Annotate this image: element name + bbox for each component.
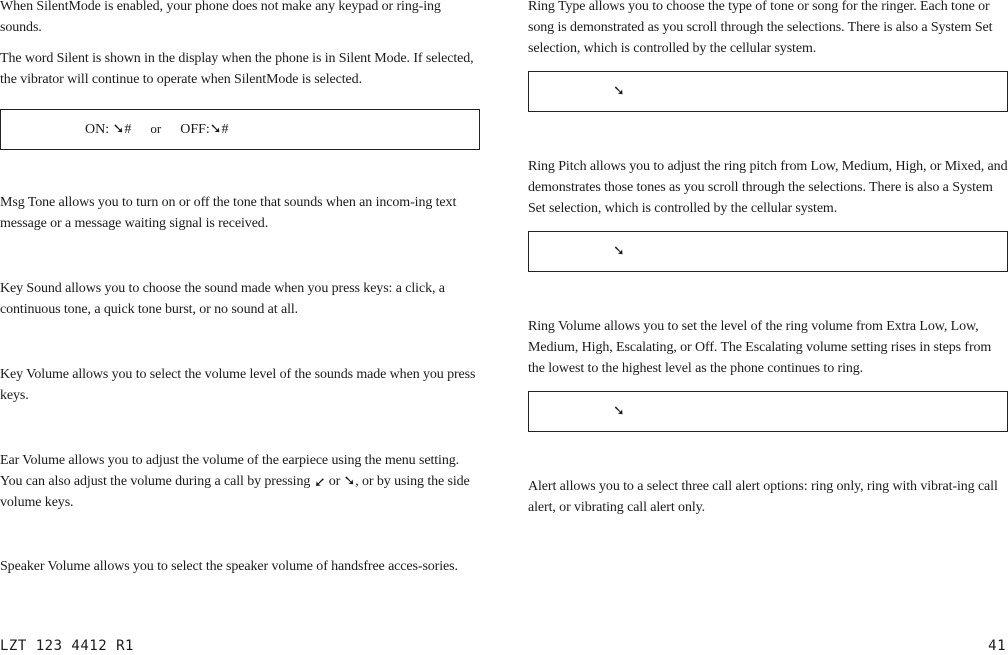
- document-id: LZT 123 4412 R1: [0, 638, 134, 654]
- ear-volume-paragraph: [0, 450, 480, 513]
- ear-volume-or: or: [325, 474, 344, 489]
- ear-volume-text-a: Ear Volume allows you to adjust the volume of the earpiece using the menu setting. You can also adjust the volume during a call by pressing: [0, 453, 460, 489]
- ring-volume-paragraph: Ring Volume allows you to set the level of the ring volume from Extra Low, Low, Medium, High, Escalating, or Off. The Escalating volume setting rises in steps from the lowest to the highest level as the phone continues to ring.: [528, 319, 992, 376]
- up-left-arrow-icon: ➚: [313, 474, 326, 490]
- ring-type-shortcut-box: [528, 71, 1008, 112]
- ring-type-paragraph: Ring Type allows you to choose the type of tone or song for the ringer. Each tone or song is demonstrated as you scroll through the selections. There is also a System Set selection, which is controlled by the cellular system.: [528, 0, 993, 56]
- ring-type-shortcut: [613, 82, 625, 101]
- down-right-arrow-icon: ➘: [613, 243, 625, 259]
- key-volume-paragraph: Key Volume allows you to select the volume level of the sounds made when you press keys.: [0, 367, 476, 403]
- msg-tone-paragraph: Msg Tone allows you to turn on or off the tone that sounds when an incom-ing text message or a message waiting signal is received.: [0, 195, 457, 231]
- down-right-arrow-icon: ➘: [209, 121, 222, 137]
- ring-pitch-shortcut: [613, 242, 625, 261]
- ring-pitch-shortcut-box: [528, 231, 1008, 272]
- on-label: ON:: [85, 122, 113, 137]
- page-number: 41: [988, 638, 1006, 654]
- ring-pitch-paragraph: Ring Pitch allows you to adjust the ring pitch from Low, Medium, High, or Mixed, and demonstrates those tones as you scroll through the selections. There is also a System Set selection, which is controlled by the cellular system.: [528, 159, 1008, 216]
- or-text: or: [150, 121, 162, 136]
- down-right-arrow-icon: ➘: [112, 121, 125, 137]
- down-right-arrow-icon: ➘: [613, 83, 625, 99]
- ear-volume-text-b: , or by using the side volume keys.: [0, 474, 470, 510]
- alert-paragraph: Alert allows you to a select three call alert options: ring only, ring with vibrat-ing call alert, or vibrating call alert only.: [528, 479, 998, 515]
- speaker-volume-paragraph: Speaker Volume allows you to select the speaker volume of handsfree acces-sories.: [0, 559, 458, 574]
- down-right-arrow-icon: ➘: [343, 473, 356, 489]
- hash-key: #: [124, 122, 132, 137]
- silent-mode-shortcut-box: [0, 109, 480, 150]
- ring-volume-shortcut-box: [528, 391, 1008, 432]
- silent-mode-paragraph: When SilentMode is enabled, your phone does not make any keypad or ring-ing sounds.: [0, 0, 441, 35]
- ring-volume-shortcut: [613, 402, 625, 421]
- hash-key: #: [221, 122, 229, 137]
- silent-display-paragraph: The word Silent is shown in the display when the phone is in Silent Mode. If selected, the vibrator will continue to operate when SilentMode is selected.: [0, 51, 474, 87]
- key-sound-paragraph: Key Sound allows you to choose the sound made when you press keys: a click, a continuous tone, a quick tone burst, or no sound at all.: [0, 281, 445, 317]
- silent-mode-shortcut: [85, 120, 229, 139]
- off-label: OFF:: [180, 122, 210, 137]
- down-right-arrow-icon: ➘: [613, 403, 625, 419]
